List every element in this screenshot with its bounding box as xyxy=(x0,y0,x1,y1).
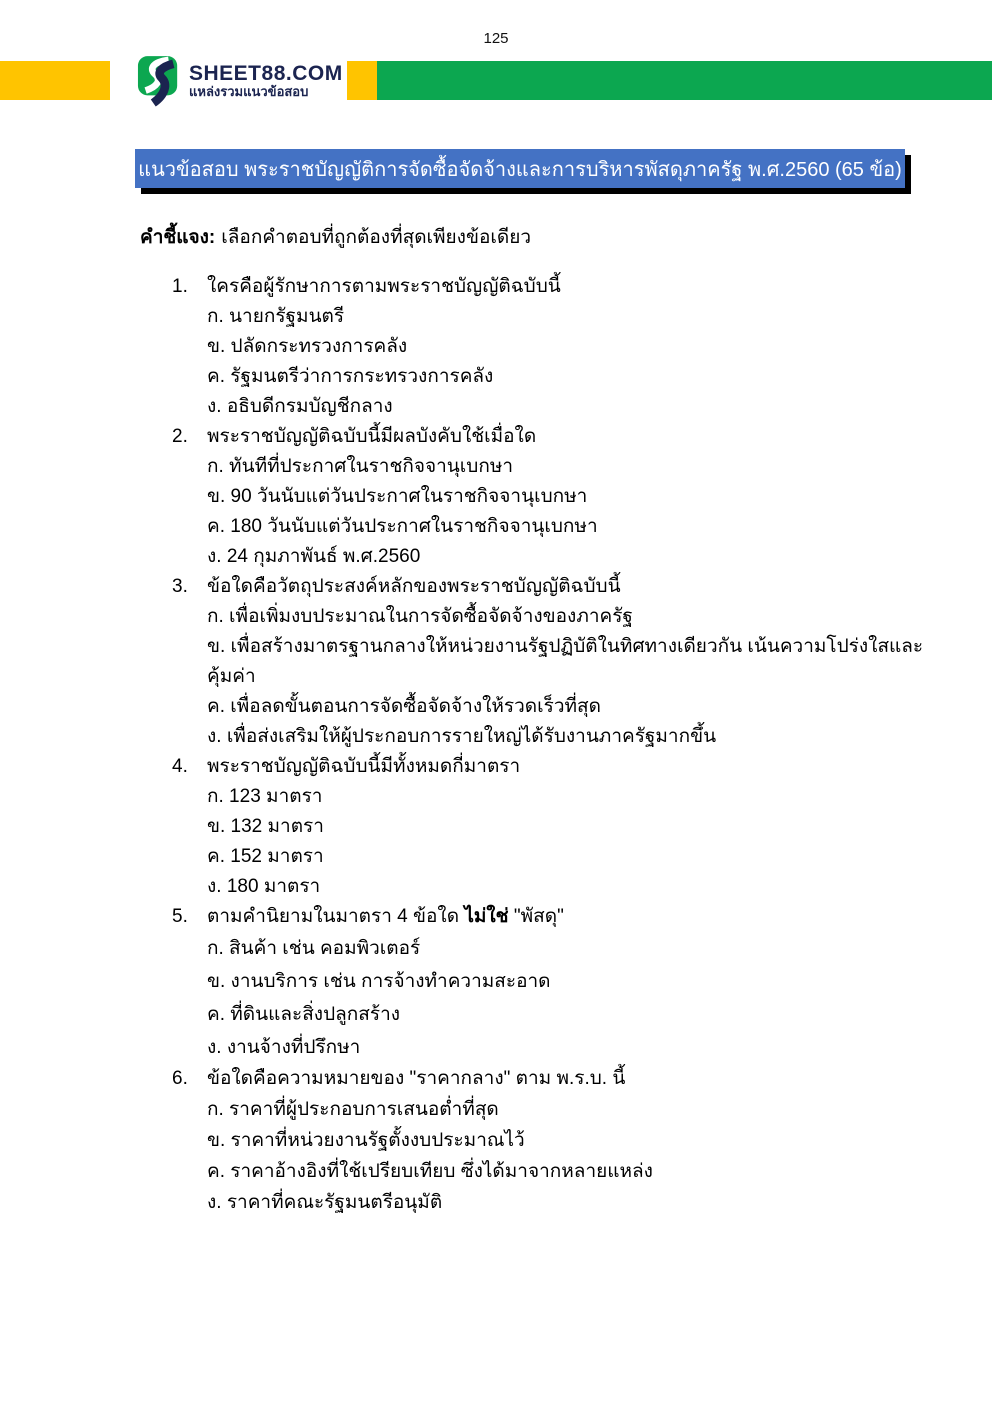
question-1 xyxy=(172,272,932,422)
option-a: ก. 123 มาตรา xyxy=(207,786,323,807)
option-c: ค. 180 วันนับแต่วันประกาศในราชกิจจานุเบกษา xyxy=(207,516,598,537)
logo-text xyxy=(189,63,343,99)
option-d: ง. อธิบดีกรมบัญชีกลาง xyxy=(207,396,393,417)
question-list xyxy=(172,272,932,1218)
question-number: 5. xyxy=(172,906,188,927)
question-head xyxy=(172,1064,932,1094)
sheet88-logo-icon xyxy=(137,55,181,107)
option-d: ง. งานจ้างที่ปรึกษา xyxy=(207,1037,361,1058)
option-c: ค. เพื่อลดขั้นตอนการจัดซื้อจัดจ้างให้รวดเร็วที่สุด xyxy=(207,696,601,717)
question-head xyxy=(172,902,932,932)
sheet88-logo xyxy=(133,55,347,107)
option-a: ก. สินค้า เช่น คอมพิวเตอร์ xyxy=(207,938,421,959)
option-c: ค. ราคาอ้างอิงที่ใช้เปรียบเทียบ ซึ่งได้มาจากหลายแหล่ง xyxy=(207,1161,653,1182)
option-b: ข. 90 วันนับแต่วันประกาศในราชกิจจานุเบกษา xyxy=(207,486,588,507)
question-head xyxy=(172,752,932,782)
option-a: ก. เพื่อเพิ่มงบประมาณในการจัดซื้อจัดจ้างของภาครัฐ xyxy=(207,606,633,627)
header-green-bar xyxy=(377,61,992,100)
question-number: 6. xyxy=(172,1068,188,1089)
question-text-main: พระราชบัญญัติฉบับนี้มีทั้งหมดกี่มาตรา xyxy=(207,756,521,777)
option-c: ค. 152 มาตรา xyxy=(207,846,324,867)
option-a: ก. ราคาที่ผู้ประกอบการเสนอต่ำที่สุด xyxy=(207,1099,499,1120)
question-head xyxy=(172,422,932,452)
option-d: ง. 24 กุมภาพันธ์ พ.ศ.2560 xyxy=(207,546,421,567)
question-text-main: ใครคือผู้รักษาการตามพระราชบัญญัติฉบับนี้ xyxy=(207,276,561,297)
question-text-main: พระราชบัญญัติฉบับนี้มีผลบังคับใช้เมื่อใด xyxy=(207,426,537,447)
exam-title: แนวข้อสอบ พระราชบัญญัติการจัดซื้อจัดจ้างและการบริหารพัสดุภาครัฐ พ.ศ.2560 (65 ข้อ) xyxy=(138,158,902,181)
question-text xyxy=(207,752,932,782)
option-d: ง. เพื่อส่งเสริมให้ผู้ประกอบการรายใหญ่ได้รับงานภาครัฐมากขึ้น xyxy=(207,726,717,747)
instructions-label: คำชี้แจง: xyxy=(140,227,216,248)
question-head xyxy=(172,572,932,602)
option-b: ข. เพื่อสร้างมาตรฐานกลางให้หน่วยงานรัฐปฏิบัติในทิศทางเดียวกัน เน้นความโปร่งใสและคุ้มค่า xyxy=(207,636,924,687)
question-text-main: ตามคำนิยามในมาตรา 4 ข้อใด xyxy=(207,906,460,927)
exam-title-bar xyxy=(135,149,905,188)
header-band xyxy=(0,61,992,100)
question-number: 4. xyxy=(172,756,188,777)
question-text-bold: ไม่ใช่ xyxy=(464,906,509,927)
option-b: ข. 132 มาตรา xyxy=(207,816,324,837)
option-c: ค. รัฐมนตรีว่าการกระทรวงการคลัง xyxy=(207,366,494,387)
option-c: ค. ที่ดินและสิ่งปลูกสร้าง xyxy=(207,1004,401,1025)
option-b: ข. ปลัดกระทรวงการคลัง xyxy=(207,336,408,357)
question-3 xyxy=(172,572,932,752)
page-number: 125 xyxy=(483,30,509,47)
instructions-text: เลือกคำตอบที่ถูกต้องที่สุดเพียงข้อเดียว xyxy=(221,227,531,248)
option-a: ก. ทันทีที่ประกาศในราชกิจจานุเบกษา xyxy=(207,456,514,477)
question-number: 3. xyxy=(172,576,188,597)
option-b: ข. งานบริการ เช่น การจ้างทำความสะอาด xyxy=(207,971,551,992)
question-number: 2. xyxy=(172,426,188,447)
question-5 xyxy=(172,902,932,1064)
question-text-suffix: "พัสดุ" xyxy=(513,906,564,927)
brand-tagline: แหล่งรวมแนวข้อสอบ xyxy=(189,84,309,100)
option-a: ก. นายกรัฐมนตรี xyxy=(207,306,345,327)
question-number: 1. xyxy=(172,276,188,297)
brand-name: SHEET88.COM xyxy=(189,62,343,86)
question-text-main: ข้อใดคือความหมายของ "ราคากลาง" ตาม พ.ร.บ. นี้ xyxy=(207,1068,626,1089)
question-text xyxy=(207,902,932,932)
question-2 xyxy=(172,422,932,572)
question-text xyxy=(207,1064,932,1094)
question-text xyxy=(207,422,932,452)
option-d: ง. ราคาที่คณะรัฐมนตรีอนุมัติ xyxy=(207,1192,443,1213)
option-d: ง. 180 มาตรา xyxy=(207,876,321,897)
question-text xyxy=(207,572,932,602)
option-b: ข. ราคาที่หน่วยงานรัฐตั้งงบประมาณไว้ xyxy=(207,1130,525,1151)
question-text-main: ข้อใดคือวัตถุประสงค์หลักของพระราชบัญญัติฉบับนี้ xyxy=(207,576,621,597)
question-head xyxy=(172,272,932,302)
question-6 xyxy=(172,1064,932,1218)
question-text xyxy=(207,272,932,302)
instructions xyxy=(140,222,531,252)
header-yellow-bar-left xyxy=(0,61,110,100)
question-4 xyxy=(172,752,932,902)
